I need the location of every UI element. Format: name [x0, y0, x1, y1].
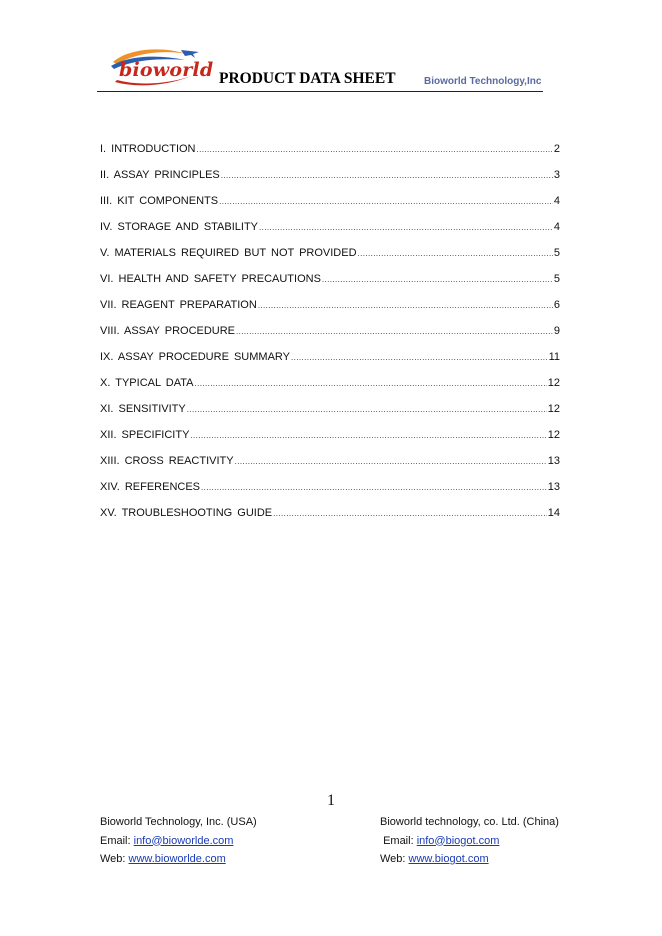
toc-entry-label: VII. REAGENT PREPARATION — [100, 299, 257, 311]
toc-entry-page: 9 — [553, 325, 560, 337]
toc-entry-page: 5 — [553, 247, 560, 259]
bioworld-logo — [107, 46, 214, 90]
toc-leader-dots — [358, 246, 553, 262]
toc-leader-dots — [259, 220, 553, 236]
toc-entry-page: 13 — [547, 481, 560, 493]
footer-china-web-link[interactable]: www.biogot.com — [408, 853, 489, 865]
footer-usa — [100, 813, 257, 869]
toc-entry[interactable] — [100, 193, 560, 219]
page-title: PRODUCT DATA SHEET — [219, 70, 396, 87]
toc-entry-page: 2 — [553, 143, 560, 155]
footer-china-company: Bioworld technology, co. Ltd. (China) — [380, 816, 559, 828]
toc-entry-label: II. ASSAY PRINCIPLES — [100, 169, 220, 181]
toc-entry-page: 12 — [547, 403, 560, 415]
toc-entry-label: XIII. CROSS REACTIVITY — [100, 455, 234, 467]
toc-entry-page: 5 — [553, 273, 560, 285]
toc-entry-page: 4 — [553, 195, 560, 207]
toc-leader-dots — [258, 298, 553, 314]
footer-china — [380, 813, 559, 869]
toc-entry-page: 14 — [547, 507, 560, 519]
toc-entry[interactable] — [100, 427, 560, 453]
toc-leader-dots — [190, 428, 546, 444]
footer-china-web-line — [380, 850, 559, 869]
toc-entry-label: XI. SENSITIVITY — [100, 403, 186, 415]
toc-entry-page: 12 — [547, 377, 560, 389]
table-of-contents — [100, 141, 560, 531]
logo-text: bioworld — [119, 59, 214, 81]
toc-entry-label: XV. TROUBLESHOOTING GUIDE — [100, 507, 273, 519]
toc-leader-dots — [322, 272, 553, 288]
footer-usa-web-line — [100, 850, 257, 869]
toc-leader-dots — [221, 168, 553, 184]
toc-entry[interactable] — [100, 141, 560, 167]
toc-entry-page: 6 — [553, 299, 560, 311]
toc-leader-dots — [219, 194, 553, 210]
toc-entry[interactable] — [100, 245, 560, 271]
footer-china-web-label: Web: — [380, 853, 409, 865]
header-company: Bioworld Technology,Inc — [424, 76, 542, 87]
toc-entry-label: XII. SPECIFICITY — [100, 429, 190, 441]
footer-usa-email-line — [100, 832, 257, 851]
page-number: 1 — [327, 792, 335, 809]
toc-entry[interactable] — [100, 453, 560, 479]
toc-entry[interactable] — [100, 375, 560, 401]
toc-entry-label: III. KIT COMPONENTS — [100, 195, 219, 207]
toc-entry[interactable] — [100, 323, 560, 349]
toc-entry[interactable] — [100, 219, 560, 245]
toc-entry[interactable] — [100, 297, 560, 323]
footer-china-email-link[interactable]: info@biogot.com — [416, 834, 500, 847]
toc-entry[interactable] — [100, 349, 560, 375]
toc-entry-label: VI. HEALTH AND SAFETY PRECAUTIONS — [100, 273, 321, 285]
footer-china-email-label: Email: — [383, 834, 417, 847]
footer-usa-web-label: Web: — [100, 853, 129, 865]
toc-leader-dots — [236, 324, 553, 340]
toc-entry[interactable] — [100, 401, 560, 427]
toc-entry-label: XIV. REFERENCES — [100, 481, 201, 493]
toc-leader-dots — [197, 142, 553, 158]
toc-entry-label: V. MATERIALS REQUIRED BUT NOT PROVIDED — [100, 247, 357, 259]
toc-leader-dots — [187, 402, 547, 418]
toc-leader-dots — [194, 376, 546, 392]
footer-usa-email-link[interactable]: info@bioworlde.com — [133, 834, 234, 847]
header-divider — [97, 91, 543, 92]
footer-usa-email-label: Email: — [100, 834, 134, 847]
toc-entry-page: 11 — [548, 351, 560, 363]
toc-entry[interactable] — [100, 479, 560, 505]
toc-entry-label: IX. ASSAY PROCEDURE SUMMARY — [100, 351, 290, 363]
toc-entry-page: 3 — [553, 169, 560, 181]
toc-leader-dots — [235, 454, 547, 470]
toc-entry[interactable] — [100, 271, 560, 297]
footer-china-email-line — [380, 832, 559, 851]
toc-entry-page: 12 — [547, 429, 560, 441]
toc-entry-label: VIII. ASSAY PROCEDURE — [100, 325, 236, 337]
page-header — [97, 46, 543, 94]
toc-entry-page: 13 — [547, 455, 560, 467]
toc-leader-dots — [201, 480, 547, 496]
footer-usa-company: Bioworld Technology, Inc. (USA) — [100, 816, 257, 828]
toc-entry-label: X. TYPICAL DATA — [100, 377, 194, 389]
toc-entry[interactable] — [100, 167, 560, 193]
toc-entry-page: 4 — [553, 221, 560, 233]
footer-usa-web-link[interactable]: www.bioworlde.com — [128, 853, 226, 865]
toc-entry-label: I. INTRODUCTION — [100, 143, 196, 155]
toc-entry-label: IV. STORAGE AND STABILITY — [100, 221, 259, 233]
toc-entry[interactable] — [100, 505, 560, 531]
toc-leader-dots — [273, 506, 547, 522]
toc-leader-dots — [291, 350, 548, 366]
